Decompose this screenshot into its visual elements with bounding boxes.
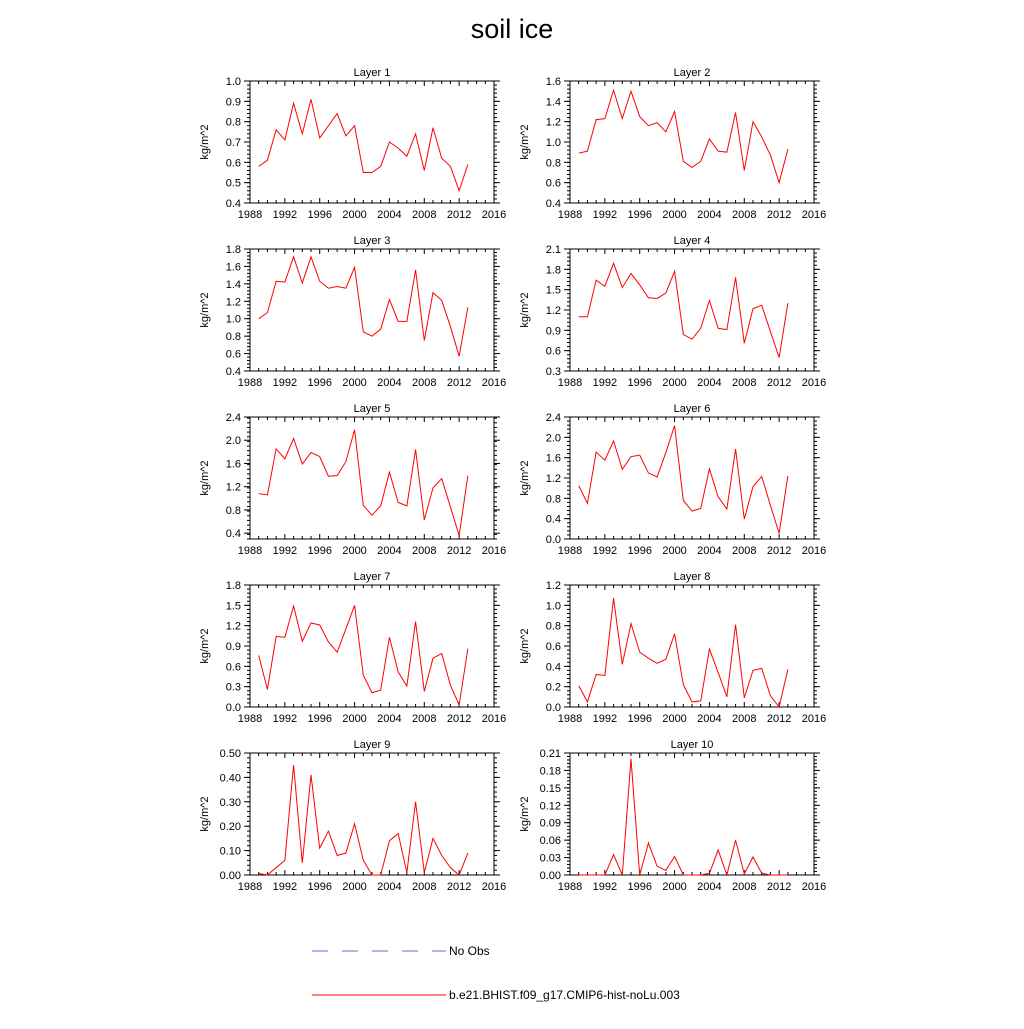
y-tick-label: 0.6: [545, 641, 561, 653]
x-tick-label: 2004: [377, 209, 402, 221]
series-line: [579, 426, 788, 534]
series-line: [259, 765, 468, 875]
y-tick-label: 0.6: [545, 345, 561, 358]
plot-frame: [250, 585, 494, 707]
legend-label-model: b.e21.BHIST.f09_g17.CMIP6-hist-noLu.003: [449, 988, 680, 1002]
chart-panel-9: [199, 739, 506, 893]
y-tick-label: 0.8: [545, 157, 561, 170]
x-tick-label: 1988: [557, 881, 583, 893]
x-tick-label: 2012: [766, 713, 792, 725]
y-tick-label: 0.4: [545, 198, 561, 210]
x-tick-label: 1988: [237, 209, 263, 221]
x-tick-label: 1996: [307, 545, 332, 557]
x-tick-label: 2016: [481, 713, 507, 725]
chart-panel-7: [199, 571, 506, 725]
series-line: [259, 430, 468, 536]
y-tick-label: 0.8: [545, 620, 561, 633]
y-tick-label: 0.8: [545, 493, 561, 506]
y-tick-label: 1.2: [545, 580, 561, 592]
y-tick-label: 1.2: [545, 473, 561, 485]
panel-title: Layer 9: [353, 739, 391, 751]
x-tick-label: 1988: [237, 713, 263, 725]
y-tick-label: 0.09: [539, 817, 561, 830]
x-tick-label: 1992: [592, 545, 618, 557]
y-tick-label: 2.4: [545, 412, 561, 424]
y-tick-label: 1.4: [545, 96, 561, 109]
y-tick-label: 0.12: [539, 800, 561, 813]
series-line: [259, 605, 468, 705]
x-tick-label: 2000: [342, 209, 367, 221]
y-tick-label: 0.06: [539, 835, 561, 848]
x-tick-label: 2004: [377, 881, 402, 893]
y-tick-label: 0.03: [539, 852, 561, 865]
y-axis-label: kg/m^2: [519, 796, 531, 832]
x-tick-label: 1992: [272, 713, 298, 725]
figure-title: soil ice: [470, 14, 554, 44]
y-tick-label: 0.6: [225, 157, 241, 170]
x-tick-label: 2008: [732, 881, 757, 893]
x-tick-label: 2000: [342, 545, 367, 557]
plot-frame: [250, 753, 494, 875]
x-tick-label: 2016: [481, 545, 507, 557]
panel-title: Layer 10: [670, 739, 714, 751]
x-tick-label: 2004: [377, 377, 402, 389]
chart-panel-1: [199, 67, 506, 221]
x-tick-label: 2000: [342, 377, 367, 389]
y-tick-label: 1.0: [545, 137, 561, 149]
y-tick-label: 1.5: [225, 600, 241, 613]
x-tick-label: 1988: [237, 377, 263, 389]
panel-title: Layer 8: [673, 571, 711, 583]
y-tick-label: 0.9: [225, 96, 241, 109]
series-line: [579, 263, 788, 357]
x-tick-label: 2016: [481, 881, 507, 893]
x-tick-label: 2016: [481, 209, 507, 221]
x-tick-label: 2016: [481, 377, 507, 389]
x-tick-label: 2016: [801, 209, 827, 221]
y-axis-label: kg/m^2: [199, 292, 211, 328]
y-tick-label: 0.7: [225, 137, 241, 149]
x-tick-label: 2008: [412, 209, 437, 221]
y-tick-label: 0.3: [225, 681, 241, 694]
chart-panel-8: [519, 571, 826, 725]
x-tick-label: 2008: [732, 377, 757, 389]
x-tick-label: 2008: [732, 713, 757, 725]
x-tick-label: 2004: [697, 881, 722, 893]
series-line: [579, 598, 788, 707]
x-tick-label: 2000: [662, 377, 687, 389]
x-tick-label: 2012: [766, 545, 792, 557]
x-tick-label: 1996: [307, 881, 332, 893]
x-tick-label: 2016: [801, 713, 827, 725]
x-tick-label: 2004: [697, 545, 722, 557]
y-tick-label: 1.8: [545, 264, 561, 277]
panel-title: Layer 6: [673, 403, 711, 415]
y-tick-label: 0.6: [225, 348, 241, 361]
y-tick-label: 0.3: [545, 366, 561, 378]
legend-label-no-obs: No Obs: [449, 944, 490, 958]
y-tick-label: 0.6: [545, 177, 561, 190]
y-tick-label: 1.0: [225, 313, 241, 326]
y-tick-label: 1.0: [225, 76, 241, 88]
x-tick-label: 2004: [697, 377, 722, 389]
y-tick-label: 1.6: [225, 458, 241, 471]
y-axis-label: kg/m^2: [199, 460, 211, 496]
y-tick-label: 0.5: [225, 177, 241, 190]
plot-frame: [570, 417, 814, 539]
y-tick-label: 0.00: [539, 870, 561, 882]
y-tick-label: 1.6: [545, 76, 561, 88]
y-tick-label: 0.50: [219, 748, 241, 760]
x-tick-label: 1992: [592, 377, 618, 389]
x-tick-label: 2004: [377, 713, 402, 725]
x-tick-label: 1988: [237, 545, 263, 557]
x-tick-label: 1988: [557, 545, 583, 557]
x-tick-label: 2008: [732, 209, 757, 221]
y-tick-label: 1.8: [225, 244, 241, 256]
x-tick-label: 1996: [627, 209, 652, 221]
x-tick-label: 2012: [766, 881, 792, 893]
x-tick-label: 1996: [627, 881, 652, 893]
y-tick-label: 2.0: [225, 435, 241, 448]
y-tick-label: 0.8: [225, 331, 241, 344]
y-tick-label: 0.18: [539, 765, 561, 778]
x-tick-label: 2016: [801, 545, 827, 557]
y-axis-label: kg/m^2: [519, 124, 531, 160]
plot-frame: [250, 417, 494, 539]
x-tick-label: 1988: [557, 377, 583, 389]
y-tick-label: 0.8: [225, 504, 241, 517]
x-tick-label: 1992: [272, 209, 298, 221]
x-tick-label: 2000: [342, 881, 367, 893]
y-tick-label: 1.6: [545, 452, 561, 465]
x-tick-label: 2012: [446, 713, 472, 725]
x-tick-label: 1996: [627, 377, 652, 389]
y-axis-label: kg/m^2: [199, 796, 211, 832]
series-line: [259, 99, 468, 191]
x-tick-label: 2004: [697, 209, 722, 221]
chart-panel-5: [199, 403, 506, 557]
y-tick-label: 0.8: [225, 116, 241, 129]
plot-frame: [570, 585, 814, 707]
x-tick-label: 1992: [272, 545, 298, 557]
y-tick-label: 1.2: [225, 296, 241, 309]
y-tick-label: 0.20: [219, 821, 241, 834]
x-tick-label: 2016: [801, 881, 827, 893]
x-tick-label: 2008: [732, 545, 757, 557]
x-tick-label: 2000: [342, 713, 367, 725]
y-tick-label: 0.6: [225, 661, 241, 674]
x-tick-label: 1996: [307, 377, 332, 389]
y-tick-label: 0.9: [225, 641, 241, 653]
x-tick-label: 2008: [412, 881, 437, 893]
x-tick-label: 2000: [662, 881, 687, 893]
x-tick-label: 1992: [272, 881, 298, 893]
series-line: [579, 90, 788, 183]
y-tick-label: 1.8: [225, 580, 241, 592]
chart-panel-6: [519, 403, 826, 557]
chart-panel-4: [519, 235, 826, 389]
x-tick-label: 1992: [272, 377, 298, 389]
series-line: [579, 759, 788, 875]
chart-panel-2: [519, 67, 826, 221]
y-tick-label: 0.2: [545, 681, 561, 694]
y-tick-label: 0.4: [225, 528, 241, 541]
chart-panel-3: [199, 235, 506, 389]
x-tick-label: 1988: [237, 881, 263, 893]
x-tick-label: 2008: [412, 377, 437, 389]
x-tick-label: 2012: [766, 209, 792, 221]
x-tick-label: 1988: [557, 209, 583, 221]
y-tick-label: 0.4: [545, 661, 561, 674]
y-tick-label: 0.0: [545, 534, 561, 546]
x-tick-label: 2012: [766, 377, 792, 389]
y-tick-label: 0.0: [225, 702, 241, 714]
x-tick-label: 2012: [446, 209, 472, 221]
y-axis-label: kg/m^2: [199, 628, 211, 664]
x-tick-label: 2004: [697, 713, 722, 725]
x-tick-label: 1996: [307, 713, 332, 725]
plot-frame: [570, 753, 814, 875]
y-tick-label: 1.2: [225, 481, 241, 494]
y-tick-label: 1.6: [225, 261, 241, 274]
x-tick-label: 2012: [446, 545, 472, 557]
y-tick-label: 0.15: [539, 782, 561, 795]
y-tick-label: 0.30: [219, 796, 241, 809]
y-axis-label: kg/m^2: [519, 628, 531, 664]
x-tick-label: 2000: [662, 209, 687, 221]
panel-title: Layer 7: [353, 571, 391, 583]
x-tick-label: 2012: [446, 881, 472, 893]
y-axis-label: kg/m^2: [519, 292, 531, 328]
x-tick-label: 2016: [801, 377, 827, 389]
x-tick-label: 1996: [627, 545, 652, 557]
x-tick-label: 1996: [307, 209, 332, 221]
y-tick-label: 1.0: [545, 600, 561, 613]
y-tick-label: 0.4: [545, 513, 561, 526]
x-tick-label: 1988: [557, 713, 583, 725]
y-tick-label: 0.9: [545, 325, 561, 338]
panel-title: Layer 5: [353, 403, 391, 415]
y-tick-label: 2.0: [545, 432, 561, 445]
panel-title: Layer 1: [353, 67, 391, 79]
panel-title: Layer 4: [673, 235, 711, 247]
y-axis-label: kg/m^2: [519, 460, 531, 496]
panel-title: Layer 2: [673, 67, 711, 79]
y-tick-label: 0.10: [219, 845, 241, 858]
y-tick-label: 0.4: [225, 366, 241, 378]
x-tick-label: 1996: [627, 713, 652, 725]
x-tick-label: 1992: [592, 713, 618, 725]
y-tick-label: 2.1: [545, 244, 561, 256]
y-tick-label: 1.2: [545, 116, 561, 129]
x-tick-label: 2004: [377, 545, 402, 557]
plot-frame: [250, 249, 494, 371]
y-axis-label: kg/m^2: [199, 124, 211, 160]
panel-title: Layer 3: [353, 235, 391, 247]
y-tick-label: 0.21: [539, 748, 561, 760]
y-tick-label: 0.4: [225, 198, 241, 210]
x-tick-label: 2012: [446, 377, 472, 389]
legend: [312, 944, 680, 1002]
plot-frame: [570, 81, 814, 203]
y-tick-label: 2.4: [225, 412, 241, 424]
x-tick-label: 2000: [662, 545, 687, 557]
chart-panel-10: [519, 739, 826, 893]
x-tick-label: 2008: [412, 713, 437, 725]
x-tick-label: 1992: [592, 881, 618, 893]
y-tick-label: 1.2: [225, 620, 241, 633]
y-tick-label: 0.0: [545, 702, 561, 714]
x-tick-label: 2008: [412, 545, 437, 557]
y-tick-label: 1.4: [225, 278, 241, 291]
x-tick-label: 2000: [662, 713, 687, 725]
y-tick-label: 0.40: [219, 772, 241, 785]
series-line: [259, 257, 468, 356]
y-tick-label: 1.5: [545, 284, 561, 297]
y-tick-label: 0.00: [219, 870, 241, 882]
y-tick-label: 1.2: [545, 305, 561, 317]
x-tick-label: 1992: [592, 209, 618, 221]
